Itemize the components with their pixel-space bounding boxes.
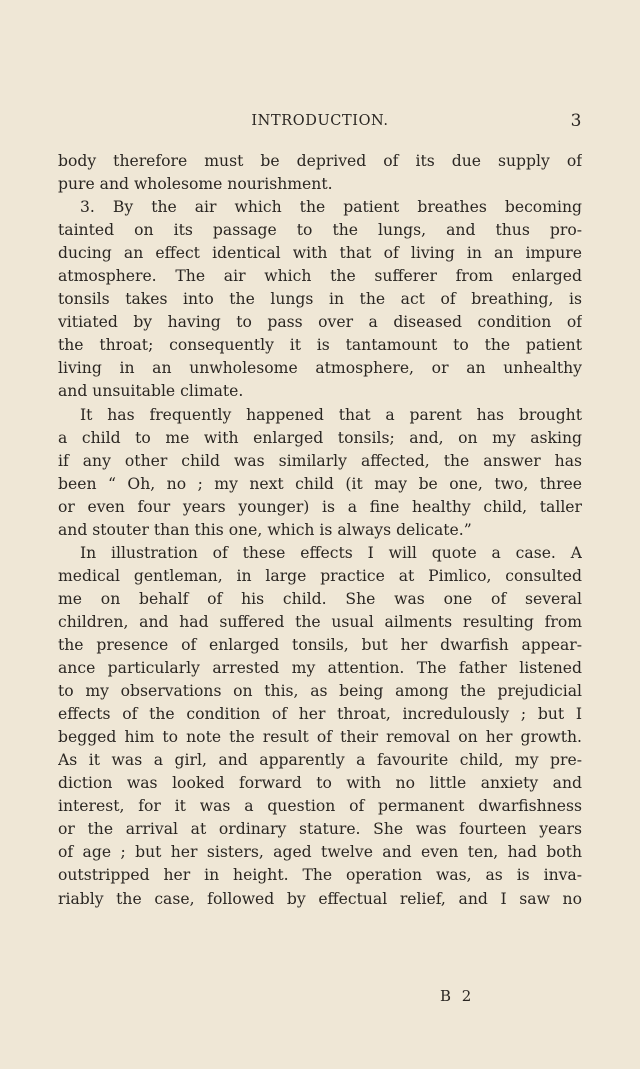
signature-mark: B 2 — [440, 987, 475, 1005]
text-line: effects of the condition of her throat, incredulously ; but I — [58, 705, 582, 724]
running-head — [58, 113, 582, 135]
text-line: outstripped her in height. The operation was, as is inva- — [58, 866, 582, 885]
text-line: of age ; but her sisters, aged twelve and even ten, had both — [58, 843, 582, 862]
text-line: ance particularly arrested my attention. The father listened — [58, 659, 582, 678]
text-line: and stouter than this one, which is always delicate.” — [58, 520, 472, 539]
text-line: As it was a girl, and apparently a favourite child, my pre- — [58, 751, 582, 770]
page-number: 3 — [570, 111, 582, 131]
text-line: living in an unwholesome atmosphere, or an unhealthy — [58, 359, 582, 378]
text-line: body therefore must be deprived of its due supply of — [58, 152, 582, 170]
text-line: medical gentleman, in large practice at Pimlico, consulted — [58, 566, 582, 585]
text-line: pure and wholesome nourishment. — [58, 175, 333, 194]
text-line: begged him to note the result of their removal on her growth. — [58, 728, 582, 747]
text-line: or the arrival at ordinary stature. She was fourteen years — [58, 820, 582, 839]
text-line: vitiated by having to pass over a diseased condition of — [58, 313, 582, 332]
text-line: In illustration of these effects I will quote a case. A — [80, 543, 582, 562]
text-line: and unsuitable climate. — [58, 382, 244, 401]
text-line: if any other child was similarly affected, the answer has — [58, 451, 582, 470]
text-line: It has frequently happened that a parent has brought — [80, 405, 582, 424]
text-line: the presence of enlarged tonsils, but her dwarfish appear- — [58, 635, 582, 654]
text-line: tainted on its passage to the lungs, and thus pro- — [58, 221, 582, 240]
running-title: INTRODUCTION. — [251, 113, 389, 129]
text-line: to my observations on this, as being among the prejudicial — [58, 682, 582, 701]
text-line: riably the case, followed by effectual relief, and I saw no — [58, 889, 582, 908]
text-line: a child to me with enlarged tonsils; and, on my asking — [58, 428, 582, 447]
text-line: diction was looked forward to with no little anxiety and — [58, 774, 582, 793]
text-line: 3. By the air which the patient breathes becoming — [80, 198, 582, 217]
text-line: tonsils takes into the lungs in the act of breathing, is — [58, 290, 582, 309]
body-text — [58, 150, 582, 911]
text-line: me on behalf of his child. She was one of several — [58, 589, 582, 608]
text-line: children, and had suffered the usual ailments resulting from — [58, 612, 582, 631]
text-line: or even four years younger) is a fine healthy child, taller — [58, 497, 582, 516]
text-line: interest, for it was a question of permanent dwarfishness — [58, 797, 582, 816]
text-line: been “ Oh, no ; my next child (it may be one, two, three — [58, 474, 582, 493]
text-line: atmosphere. The air which the sufferer from enlarged — [58, 267, 582, 286]
text-line: the throat; consequently it is tantamount to the patient — [58, 336, 582, 355]
text-line: ducing an effect identical with that of living in an impure — [58, 244, 582, 263]
